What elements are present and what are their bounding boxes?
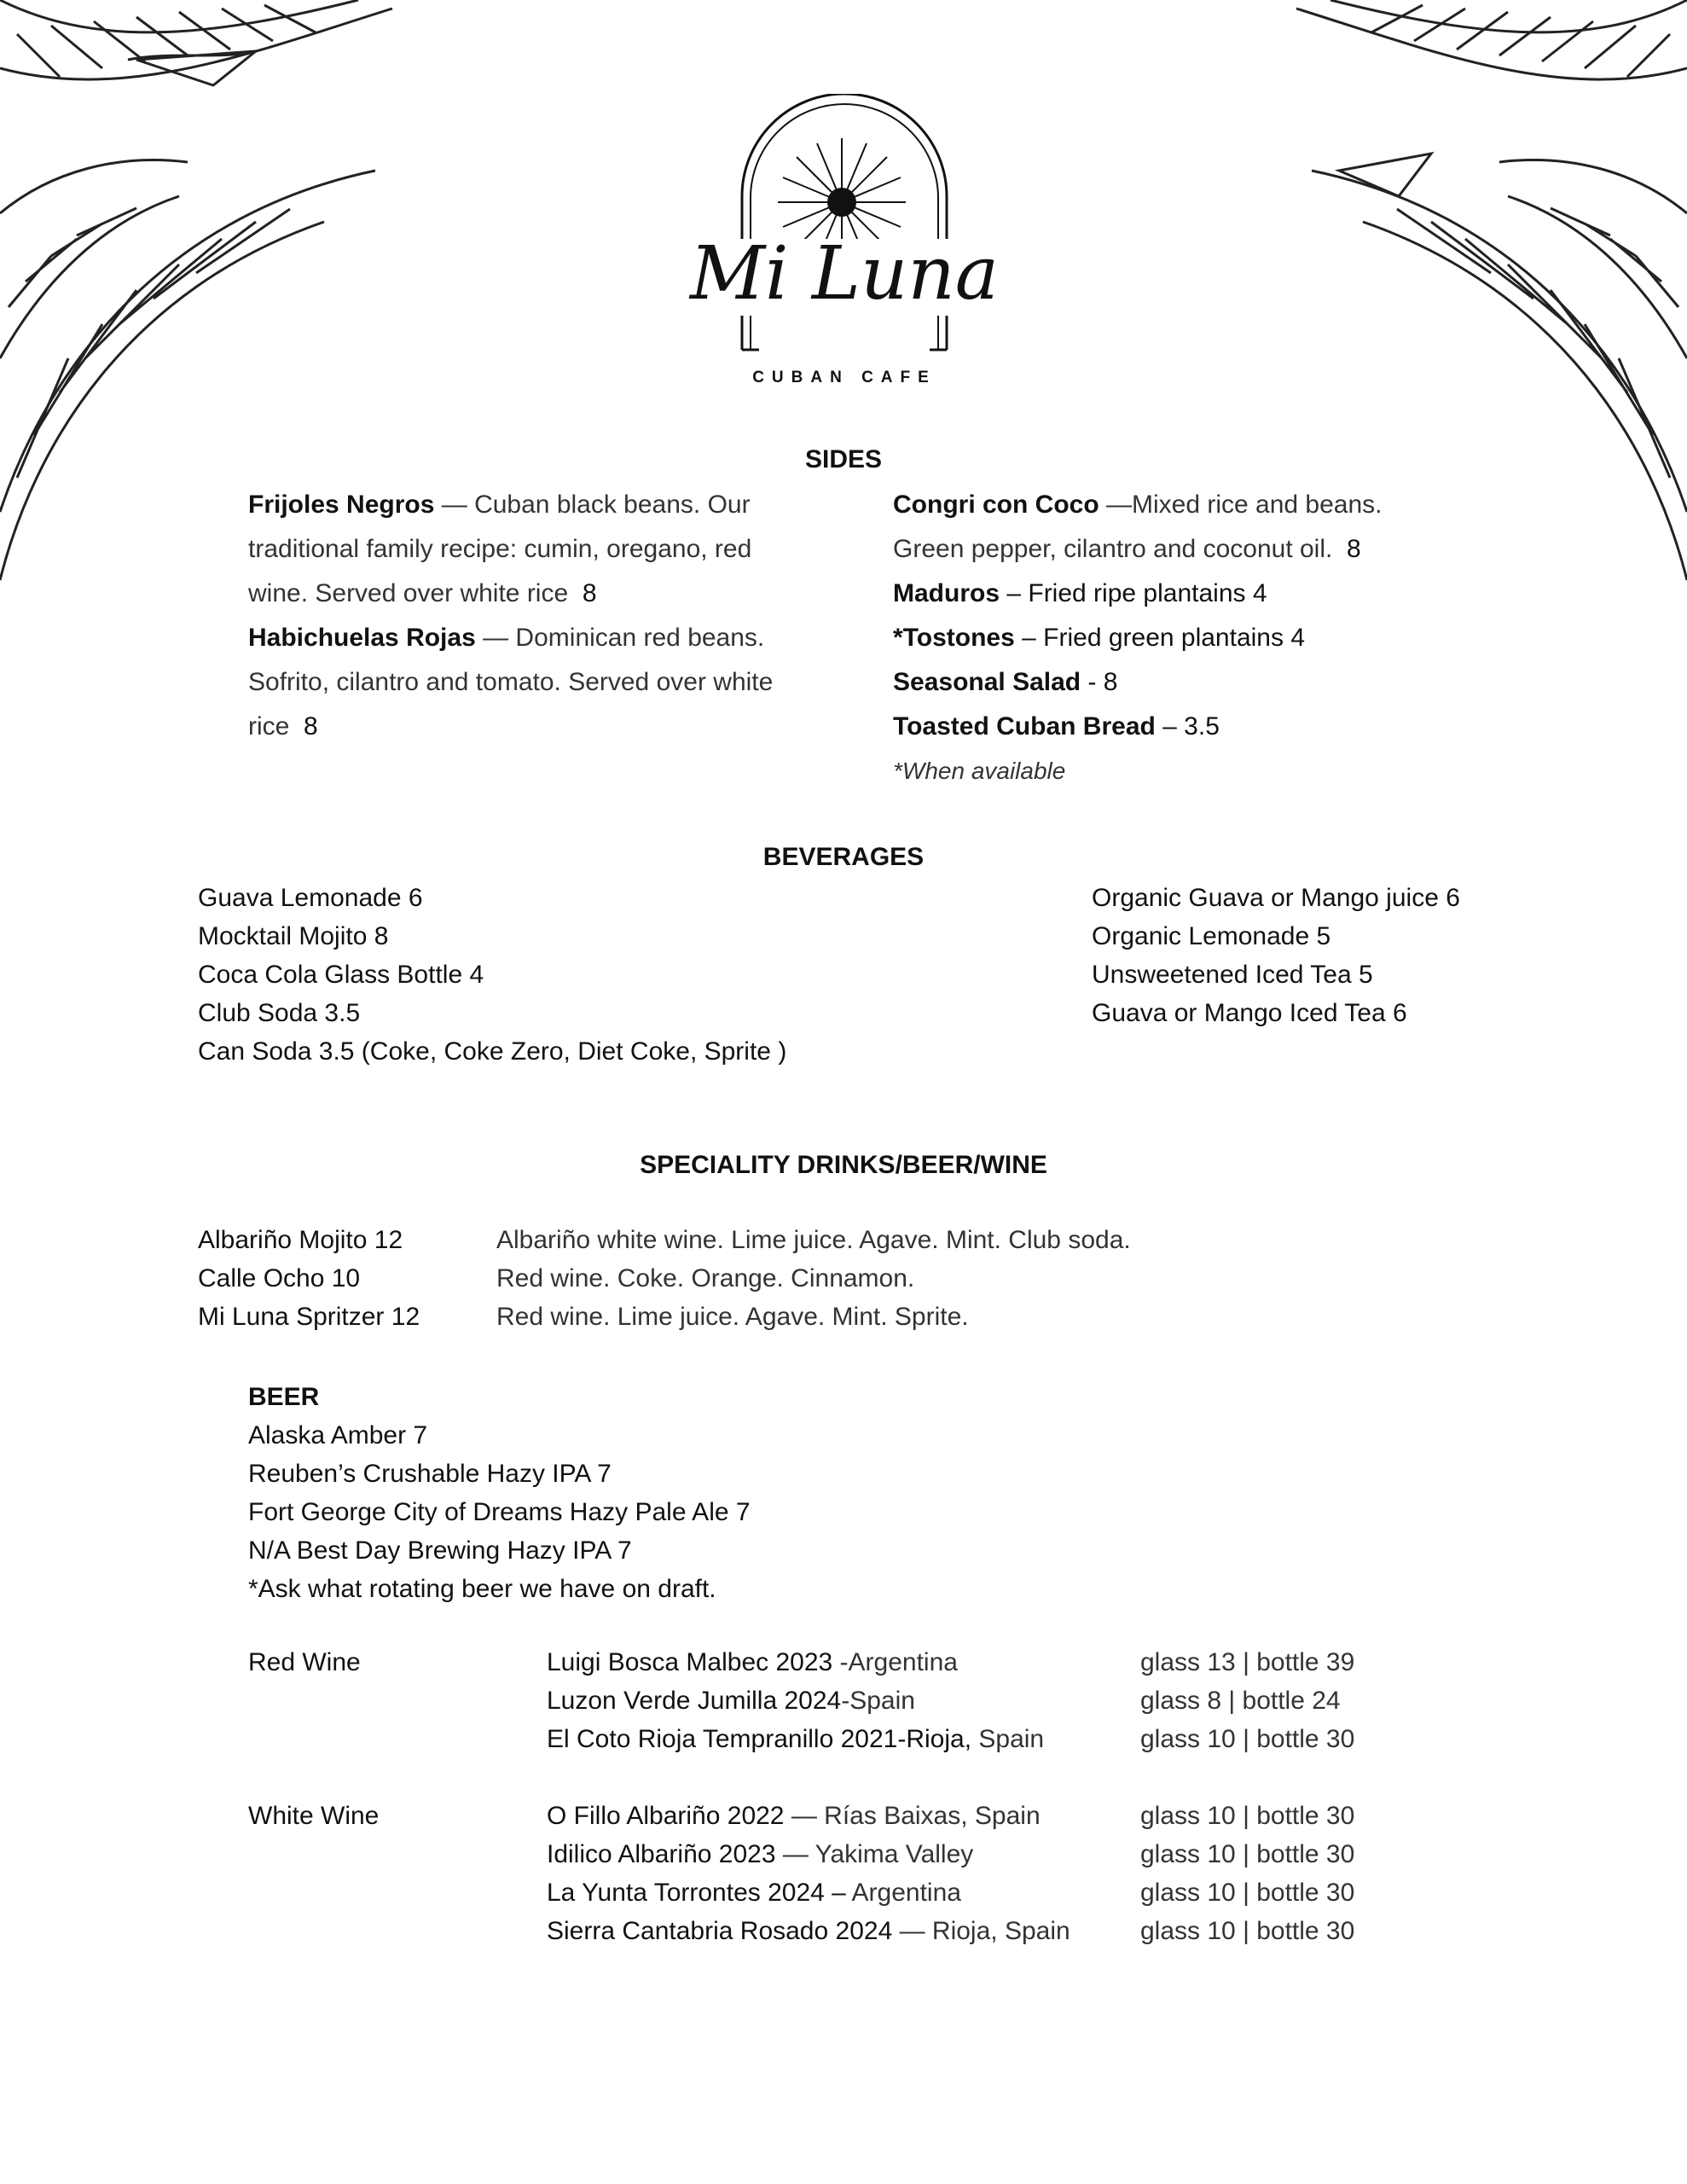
wine-name: La Yunta Torrontes 2024 – [547,1879,846,1907]
list-item: Guava Lemonade 6 [198,884,423,912]
wine-name: Luigi Bosca Malbec 2023 [547,1648,833,1676]
red-wine-label: Red Wine [248,1648,361,1676]
white-wine-label: White Wine [248,1802,380,1830]
list-item: Coca Cola Glass Bottle 4 [198,961,484,989]
item-price: 8 [1347,535,1361,563]
item-desc: – Fried ripe plantains 4 [1000,579,1267,607]
item-name: Toasted Cuban Bread [893,712,1156,741]
wine-row [547,1840,973,1869]
list-item [893,660,1422,705]
speciality-item-name: Albariño Mojito 12 [198,1226,403,1254]
item-price: 8 [582,579,597,607]
wine-origin: — Yakima Valley [775,1840,974,1868]
beverages-right-column [1092,879,1460,1032]
list-item [248,616,794,749]
beverages-left-column [198,879,786,1071]
wine-row [547,1917,1070,1946]
wine-price: glass 10 | bottle 30 [1140,1725,1355,1753]
list-item: Mocktail Mojito 8 [198,922,389,950]
list-item [893,705,1422,749]
wine-price: glass 10 | bottle 30 [1140,1840,1355,1868]
item-name: *Tostones [893,624,1015,652]
wine-name: O Fillo Albariño 2022 [547,1802,785,1830]
item-desc: — Cuban black beans. Our traditional family recipe: cumin, oregano, red wine. Served over white rice [248,491,752,607]
wine-price: glass 10 | bottle 30 [1140,1879,1355,1907]
speciality-heading: SPECIALITY DRINKS/BEER/WINE [640,1151,1047,1179]
wine-origin: -Spain [841,1687,915,1715]
list-item: Guava or Mango Iced Tea 6 [1092,999,1407,1027]
logo-script-text: Mi Luna [689,231,1000,317]
list-item [893,616,1422,660]
speciality-item-desc: Albariño white wine. Lime juice. Agave. Mint. Club soda. [496,1226,1131,1254]
wine-origin: — Rías Baixas, Spain [784,1802,1041,1830]
speciality-item-desc: Red wine. Lime juice. Agave. Mint. Sprite. [496,1303,969,1331]
speciality-item-name: Calle Ocho 10 [198,1264,361,1292]
item-price: 8 [304,712,318,741]
sides-right-column [893,483,1422,793]
wine-name: Sierra Cantabria Rosado 2024 [547,1917,893,1945]
list-item: Alaska Amber 7 [248,1421,428,1449]
item-name: Maduros [893,579,1000,607]
list-item: Fort George City of Dreams Hazy Pale Ale 7 [248,1498,751,1526]
wine-row [547,1879,961,1908]
list-item: Club Soda 3.5 [198,999,361,1027]
item-name: Frijoles Negros [248,491,435,519]
beverages-heading: BEVERAGES [762,843,925,871]
list-item: N/A Best Day Brewing Hazy IPA 7 [248,1536,632,1565]
speciality-item-desc: Red wine. Coke. Orange. Cinnamon. [496,1264,915,1292]
list-item: Reuben’s Crushable Hazy IPA 7 [248,1460,612,1488]
list-item: Unsweetened Iced Tea 5 [1092,961,1373,989]
item-name: Seasonal Salad [893,668,1081,696]
beer-heading: BEER [248,1383,320,1411]
sides-heading: SIDES [804,445,883,473]
item-name: Habichuelas Rojas [248,624,476,652]
speciality-item-name: Mi Luna Spritzer 12 [198,1303,420,1331]
wine-row [547,1725,1044,1754]
wine-row [547,1802,1041,1831]
wine-price: glass 13 | bottle 39 [1140,1648,1355,1676]
wine-price: glass 8 | bottle 24 [1140,1687,1341,1715]
wine-origin: -Argentina [832,1648,958,1676]
wine-origin: Argentina [845,1879,961,1907]
item-desc: – 3.5 [1155,712,1220,741]
list-item: *Ask what rotating beer we have on draft. [248,1575,716,1603]
list-item [893,572,1422,616]
list-item: Organic Lemonade 5 [1092,922,1331,950]
list-item [248,483,794,616]
item-name: Congri con Coco [893,491,1099,519]
wine-name: El Coto Rioja Tempranillo 2021-Rioja, [547,1725,972,1753]
beer-section [248,1378,751,1608]
item-desc: — Dominican red beans. Sofrito, cilantro and tomato. Served over white rice [248,624,774,741]
list-item: Organic Guava or Mango juice 6 [1092,884,1460,912]
wine-name: Idilico Albariño 2023 [547,1840,776,1868]
item-desc: —Mixed rice and beans. Green pepper, cilantro and coconut oil. [893,491,1383,563]
mi-luna-logo [682,94,1006,401]
wine-price: glass 10 | bottle 30 [1140,1802,1355,1830]
item-desc: - 8 [1081,668,1118,696]
wine-origin: — Rioja, Spain [892,1917,1070,1945]
wine-price: glass 10 | bottle 30 [1140,1917,1355,1945]
list-item: Can Soda 3.5 (Coke, Coke Zero, Diet Coke, Sprite ) [198,1037,787,1066]
list-item [893,483,1422,572]
wine-row [547,1687,915,1716]
wine-name: Luzon Verde Jumilla 2024 [547,1687,842,1715]
wine-row [547,1648,958,1677]
wine-origin: Spain [971,1725,1045,1753]
sides-left-column [248,483,794,749]
logo-subtitle: CUBAN CAFE [752,369,936,386]
sides-note: *When available [893,758,1066,784]
item-desc: – Fried green plantains 4 [1014,624,1306,652]
